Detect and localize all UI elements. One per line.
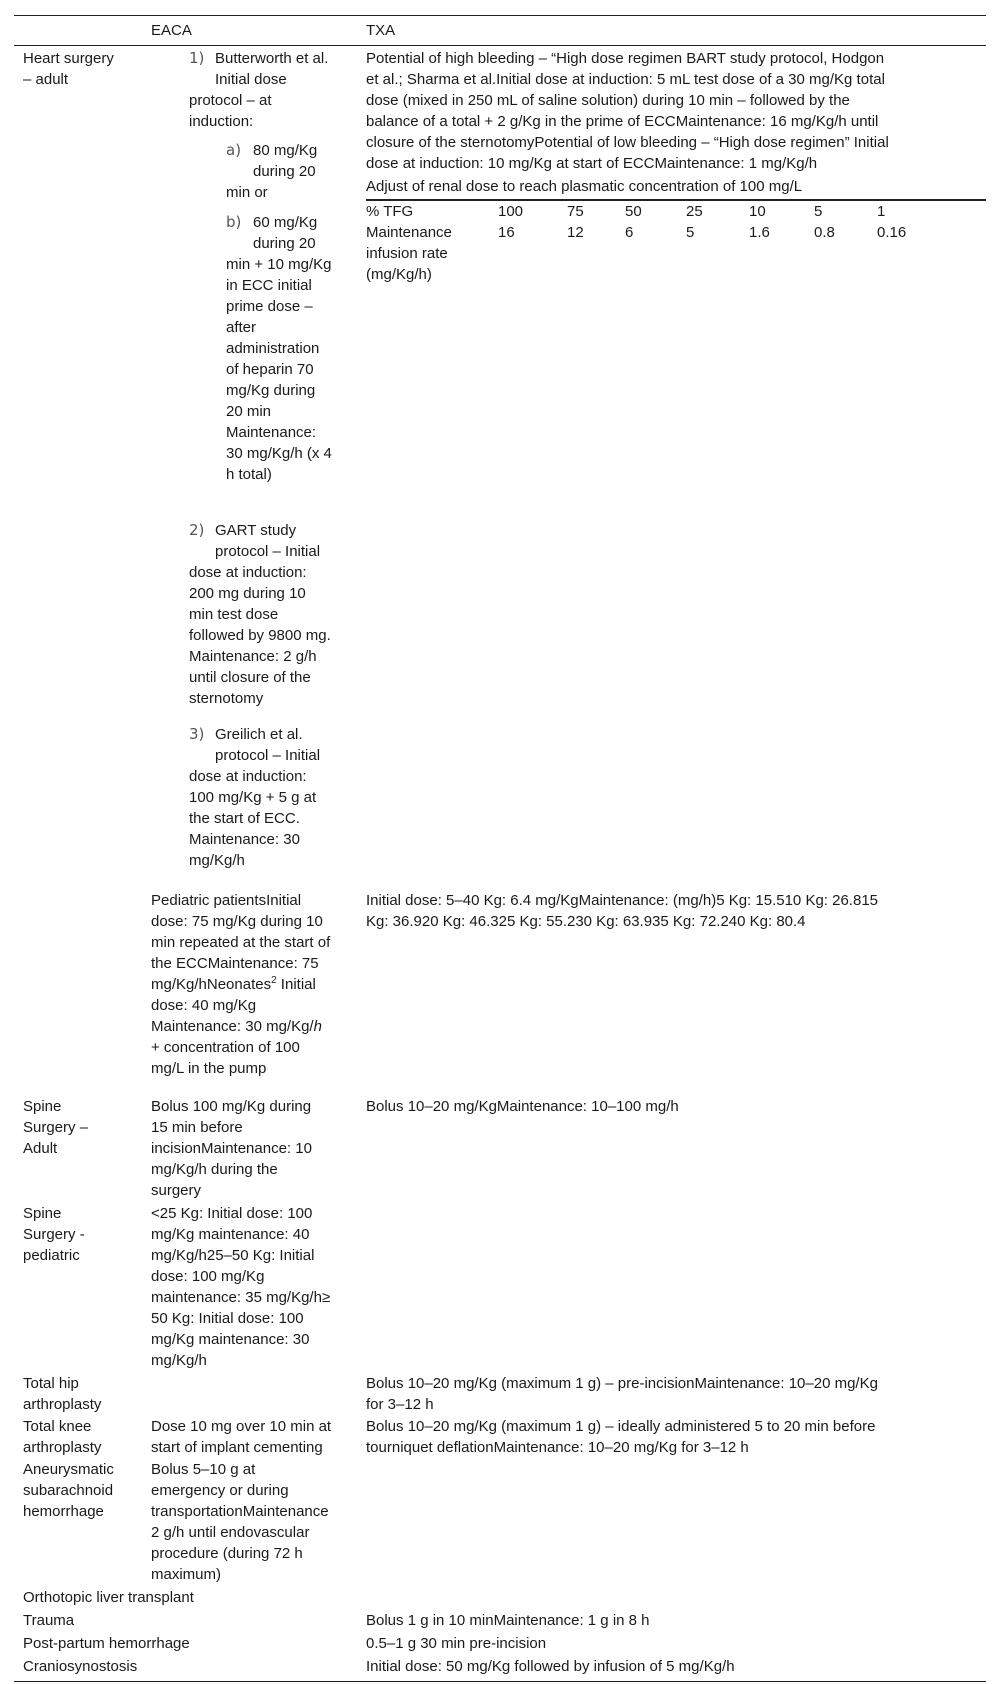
eaca-knee: Dose 10 mg over 10 min at start of implant cementing (151, 1418, 332, 1456)
renal-rate-75: 12 (567, 224, 584, 241)
renal-tfg-10: 10 (749, 203, 766, 220)
renal-tfg-25: 25 (686, 203, 703, 220)
renal-tfg-75: 75 (567, 203, 584, 220)
eaca-protocol-1a: a) 80 mg/Kg during 20 min or (226, 141, 318, 201)
header-eaca: EACA (151, 22, 192, 39)
row-label-liver: Orthotopic liver transplant (23, 1589, 194, 1606)
row-label-craniosynostosis: Craniosynostosis (23, 1658, 138, 1675)
txa-spine-adult: Bolus 10–20 mg/KgMaintenance: 10–100 mg/h (366, 1098, 679, 1115)
txa-hip: Bolus 10–20 mg/Kg (maximum 1 g) – pre-incisionMaintenance: 10–20 mg/Kg for 3–12 h (366, 1375, 878, 1413)
header-rule (14, 45, 986, 46)
txa-trauma: Bolus 1 g in 10 minMaintenance: 1 g in 8 h (366, 1612, 650, 1629)
renal-tfg-5: 5 (814, 203, 823, 220)
row-label-trauma: Trauma (23, 1612, 75, 1629)
renal-rate-100: 16 (498, 224, 515, 241)
renal-row1-label: % TFG (366, 203, 414, 220)
txa-heart-pediatric: Initial dose: 5–40 Kg: 6.4 mg/KgMaintenance: (mg/h)5 Kg: 15.510 Kg: 26.815 Kg: 36.920 Kg: 46.325 Kg: 55.230 Kg: 63.935 Kg: 72.240 Kg: 80.4 (366, 892, 878, 930)
renal-rate-25: 5 (686, 224, 695, 241)
renal-rate-5: 0.8 (814, 224, 835, 241)
row-label-spine-pediatric: Spine Surgery - pediatric (23, 1205, 85, 1264)
header-txa: TXA (366, 22, 396, 39)
eaca-aneurysm: Bolus 5–10 g at emergency or during transportationMaintenance 2 g/h until endovascular procedure (during 72 h maximum) (151, 1461, 329, 1583)
txa-postpartum: 0.5–1 g 30 min pre-incision (366, 1635, 547, 1652)
table-top-rule (14, 15, 986, 16)
renal-rate-50: 6 (625, 224, 634, 241)
eaca-spine-adult: Bolus 100 mg/Kg during 15 min before incisionMaintenance: 10 mg/Kg/h during the surgery (151, 1098, 312, 1199)
txa-heart-adult: Potential of high bleeding – “High dose regimen BART study protocol, Hodgon et al.; Sharma et al.Initial dose at induction: 5 mL test dose of a 30 mg/Kg total dose (mixed in 250 mL of saline solution) during 10 min – followed by the balance of a total + 2 g/Kg in the prime of ECCMaintenance: 16 mg/Kg/h until closure of the sternotomyPotential of low bleeding – “High dose regimen” Initial dose at induction: 10 mg/Kg at start of ECCMaintenance: 1 mg/Kg/h (366, 50, 889, 172)
txa-knee: Bolus 10–20 mg/Kg (maximum 1 g) – ideally administered 5 to 20 min before tourniquet deflationMaintenance: 10–20 mg/Kg for 3–12 h (366, 1418, 876, 1456)
renal-row2-label: Maintenance infusion rate (mg/Kg/h) (366, 224, 452, 283)
renal-tfg-1: 1 (877, 203, 886, 220)
eaca-heart-pediatric: Pediatric patientsInitial dose: 75 mg/Kg during 10 min repeated at the start of the ECCMaintenance: 75 mg/Kg/hNeonates$^2$ Initial dose: 40 mg/Kg Maintenance: 30 mg/Kg/h + concentration of 100 mg/L in the pump (151, 892, 331, 1077)
eaca-protocol-1b: b) 60 mg/Kg during 20 min + 10 mg/Kg in ECC initial prime dose – after administration of heparin 70 mg/Kg during 20 min Maintenance: 30 mg/Kg/h (x 4 h total) (226, 213, 332, 483)
row-label-knee: Total knee arthroplasty (23, 1418, 102, 1456)
renal-tfg-100: 100 (498, 203, 524, 220)
row-label-spine-adult: Spine Surgery – Adult (23, 1098, 89, 1157)
txa-craniosynostosis: Initial dose: 50 mg/Kg followed by infusion of 5 mg/Kg/h (366, 1658, 735, 1675)
eaca-spine-pediatric: <25 Kg: Initial dose: 100 mg/Kg maintenance: 40 mg/Kg/h25–50 Kg: Initial dose: 100 mg/Kg maintenance: 35 mg/Kg/h≥ 50 Kg: Initial dose: 100 mg/Kg maintenance: 30 mg/Kg/h (151, 1205, 331, 1369)
eaca-protocol-3: 3) Greilich et al. protocol – Initial dose at induction: 100 mg/Kg + 5 g at the start of ECC. Maintenance: 30 mg/Kg/h (189, 725, 321, 869)
eaca-protocol-2: 2) GART study protocol – Initial dose at induction: 200 mg during 10 min test dose followed by 9800 mg. Maintenance: 2 g/h until closure of the sternotomy (189, 521, 331, 707)
renal-rate-1: 0.16 (877, 224, 907, 241)
txa-renal-note: Adjust of renal dose to reach plasmatic concentration of 100 mg/L (366, 178, 803, 195)
eaca-protocol-1: 1) Butterworth et al. Initial dose protocol – at induction: (189, 49, 329, 130)
renal-rate-10: 1.6 (749, 224, 770, 241)
row-label-aneurysm: Aneurysmatic subarachnoid hemorrhage (23, 1461, 114, 1520)
row-label-hip: Total hip arthroplasty (23, 1375, 102, 1413)
row-label-postpartum: Post-partum hemorrhage (23, 1635, 190, 1652)
renal-table-rule (366, 199, 986, 201)
row-label-heart-adult: Heart surgery – adult (23, 50, 114, 88)
table-bottom-rule (14, 1681, 986, 1682)
renal-tfg-50: 50 (625, 203, 642, 220)
